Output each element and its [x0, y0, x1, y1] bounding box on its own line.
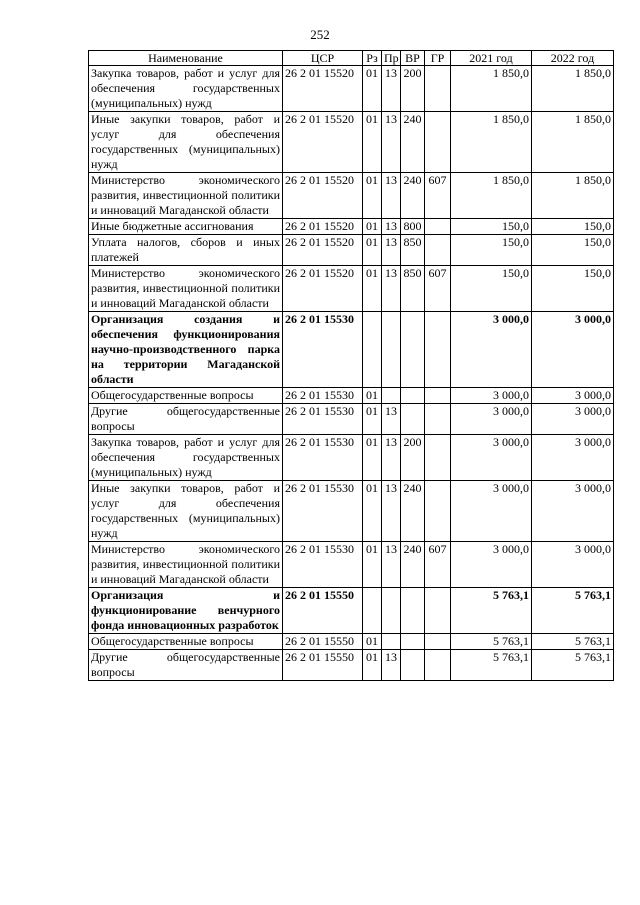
cell-gr — [425, 481, 451, 542]
cell-rz: 01 — [363, 634, 382, 650]
cell-gr — [425, 435, 451, 481]
table-row — [89, 266, 614, 312]
cell-rz: 01 — [363, 481, 382, 542]
cell-pr: 13 — [382, 650, 401, 681]
cell-2021: 150,0 — [451, 266, 532, 312]
header-name: Наименование — [89, 51, 283, 66]
cell-vr: 240 — [401, 481, 425, 542]
cell-rz: 01 — [363, 404, 382, 435]
cell-gr — [425, 112, 451, 173]
cell-vr: 200 — [401, 66, 425, 112]
cell-pr — [382, 588, 401, 634]
header-vr: ВР — [401, 51, 425, 66]
cell-pr: 13 — [382, 542, 401, 588]
cell-gr — [425, 404, 451, 435]
cell-pr: 13 — [382, 435, 401, 481]
cell-gr — [425, 66, 451, 112]
cell-name: Уплата налогов, сборов и иных платежей — [89, 235, 283, 266]
cell-2022: 3 000,0 — [532, 404, 614, 435]
cell-pr: 13 — [382, 66, 401, 112]
cell-csr: 26 2 01 15520 — [283, 235, 363, 266]
cell-pr: 13 — [382, 173, 401, 219]
cell-vr: 240 — [401, 542, 425, 588]
cell-name: Другие общегосударственные вопросы — [89, 650, 283, 681]
cell-name: Министерство экономического развития, инвестиционной политики и инноваций Магаданской области — [89, 173, 283, 219]
cell-csr: 26 2 01 15550 — [283, 634, 363, 650]
cell-rz — [363, 588, 382, 634]
cell-csr: 26 2 01 15520 — [283, 219, 363, 235]
cell-2021: 1 850,0 — [451, 112, 532, 173]
cell-rz: 01 — [363, 219, 382, 235]
table-row — [89, 66, 614, 112]
table-row — [89, 312, 614, 388]
cell-name: Иные бюджетные ассигнования — [89, 219, 283, 235]
cell-vr: 850 — [401, 235, 425, 266]
cell-gr: 607 — [425, 173, 451, 219]
table-row — [89, 481, 614, 542]
cell-pr: 13 — [382, 404, 401, 435]
cell-gr — [425, 219, 451, 235]
cell-csr: 26 2 01 15530 — [283, 388, 363, 404]
cell-2022: 150,0 — [532, 235, 614, 266]
cell-pr: 13 — [382, 266, 401, 312]
header-gr: ГР — [425, 51, 451, 66]
cell-2021: 3 000,0 — [451, 312, 532, 388]
cell-csr: 26 2 01 15530 — [283, 542, 363, 588]
cell-name: Иные закупки товаров, работ и услуг для обеспечения государственных (муниципальных) нужд — [89, 481, 283, 542]
cell-name: Организация создания и обеспечения функционирования научно-производственного парка на территории Магаданской области — [89, 312, 283, 388]
cell-2022: 3 000,0 — [532, 542, 614, 588]
cell-name: Иные закупки товаров, работ и услуг для обеспечения государственных (муниципальных) нужд — [89, 112, 283, 173]
cell-2022: 1 850,0 — [532, 112, 614, 173]
cell-csr: 26 2 01 15530 — [283, 435, 363, 481]
cell-name: Организация и функционирование венчурного фонда инновационных разработок — [89, 588, 283, 634]
budget-table — [88, 50, 614, 681]
cell-rz: 01 — [363, 266, 382, 312]
cell-2021: 1 850,0 — [451, 66, 532, 112]
table-row — [89, 112, 614, 173]
cell-name: Закупка товаров, работ и услуг для обеспечения государственных (муниципальных) нужд — [89, 435, 283, 481]
cell-csr: 26 2 01 15520 — [283, 112, 363, 173]
cell-gr — [425, 650, 451, 681]
cell-gr — [425, 634, 451, 650]
cell-rz: 01 — [363, 66, 382, 112]
cell-vr — [401, 634, 425, 650]
cell-name: Закупка товаров, работ и услуг для обеспечения государственных (муниципальных) нужд — [89, 66, 283, 112]
cell-2022: 3 000,0 — [532, 312, 614, 388]
table-header-row — [89, 51, 614, 66]
cell-csr: 26 2 01 15530 — [283, 312, 363, 388]
cell-rz: 01 — [363, 173, 382, 219]
cell-csr: 26 2 01 15520 — [283, 266, 363, 312]
page-number: 252 — [310, 27, 330, 42]
cell-2021: 3 000,0 — [451, 542, 532, 588]
cell-2022: 3 000,0 — [532, 481, 614, 542]
cell-pr — [382, 312, 401, 388]
cell-vr — [401, 312, 425, 388]
cell-2022: 1 850,0 — [532, 66, 614, 112]
cell-pr — [382, 388, 401, 404]
cell-csr: 26 2 01 15520 — [283, 66, 363, 112]
table-row — [89, 404, 614, 435]
cell-2022: 150,0 — [532, 219, 614, 235]
cell-name: Общегосударственные вопросы — [89, 388, 283, 404]
header-pr: Пр — [382, 51, 401, 66]
cell-csr: 26 2 01 15550 — [283, 588, 363, 634]
cell-2021: 5 763,1 — [451, 634, 532, 650]
table-row — [89, 588, 614, 634]
cell-rz: 01 — [363, 650, 382, 681]
cell-2021: 3 000,0 — [451, 404, 532, 435]
cell-csr: 26 2 01 15530 — [283, 481, 363, 542]
cell-vr — [401, 650, 425, 681]
cell-pr — [382, 634, 401, 650]
cell-pr: 13 — [382, 235, 401, 266]
cell-rz: 01 — [363, 435, 382, 481]
cell-2022: 5 763,1 — [532, 650, 614, 681]
header-2022: 2022 год — [532, 51, 614, 66]
table-row — [89, 388, 614, 404]
header-2021: 2021 год — [451, 51, 532, 66]
cell-rz — [363, 312, 382, 388]
cell-csr: 26 2 01 15550 — [283, 650, 363, 681]
cell-gr: 607 — [425, 542, 451, 588]
cell-2022: 5 763,1 — [532, 634, 614, 650]
cell-vr — [401, 388, 425, 404]
cell-csr: 26 2 01 15520 — [283, 173, 363, 219]
cell-gr — [425, 388, 451, 404]
cell-2021: 150,0 — [451, 219, 532, 235]
cell-2022: 5 763,1 — [532, 588, 614, 634]
cell-name: Другие общегосударственные вопросы — [89, 404, 283, 435]
cell-2022: 3 000,0 — [532, 435, 614, 481]
header-rz: Рз — [363, 51, 382, 66]
cell-2021: 5 763,1 — [451, 588, 532, 634]
cell-pr: 13 — [382, 112, 401, 173]
cell-rz: 01 — [363, 235, 382, 266]
cell-gr — [425, 588, 451, 634]
table-row — [89, 542, 614, 588]
cell-vr — [401, 404, 425, 435]
cell-name: Общегосударственные вопросы — [89, 634, 283, 650]
cell-vr: 240 — [401, 173, 425, 219]
cell-2021: 150,0 — [451, 235, 532, 266]
cell-gr — [425, 312, 451, 388]
header-csr: ЦСР — [283, 51, 363, 66]
cell-rz: 01 — [363, 388, 382, 404]
cell-2021: 3 000,0 — [451, 435, 532, 481]
cell-vr — [401, 588, 425, 634]
table-body — [89, 66, 614, 681]
cell-name: Министерство экономического развития, инвестиционной политики и инноваций Магаданской области — [89, 266, 283, 312]
cell-2021: 3 000,0 — [451, 388, 532, 404]
cell-pr: 13 — [382, 219, 401, 235]
cell-2022: 1 850,0 — [532, 173, 614, 219]
cell-gr: 607 — [425, 266, 451, 312]
table-row — [89, 650, 614, 681]
table-row — [89, 435, 614, 481]
cell-rz: 01 — [363, 112, 382, 173]
cell-vr: 240 — [401, 112, 425, 173]
cell-2021: 1 850,0 — [451, 173, 532, 219]
table-row — [89, 173, 614, 219]
cell-vr: 800 — [401, 219, 425, 235]
cell-gr — [425, 235, 451, 266]
cell-2021: 5 763,1 — [451, 650, 532, 681]
cell-rz: 01 — [363, 542, 382, 588]
cell-pr: 13 — [382, 481, 401, 542]
cell-vr: 200 — [401, 435, 425, 481]
table-row — [89, 235, 614, 266]
cell-vr: 850 — [401, 266, 425, 312]
table-row — [89, 634, 614, 650]
cell-2022: 3 000,0 — [532, 388, 614, 404]
cell-name: Министерство экономического развития, инвестиционной политики и инноваций Магаданской области — [89, 542, 283, 588]
cell-2021: 3 000,0 — [451, 481, 532, 542]
cell-2022: 150,0 — [532, 266, 614, 312]
cell-csr: 26 2 01 15530 — [283, 404, 363, 435]
table-row — [89, 219, 614, 235]
